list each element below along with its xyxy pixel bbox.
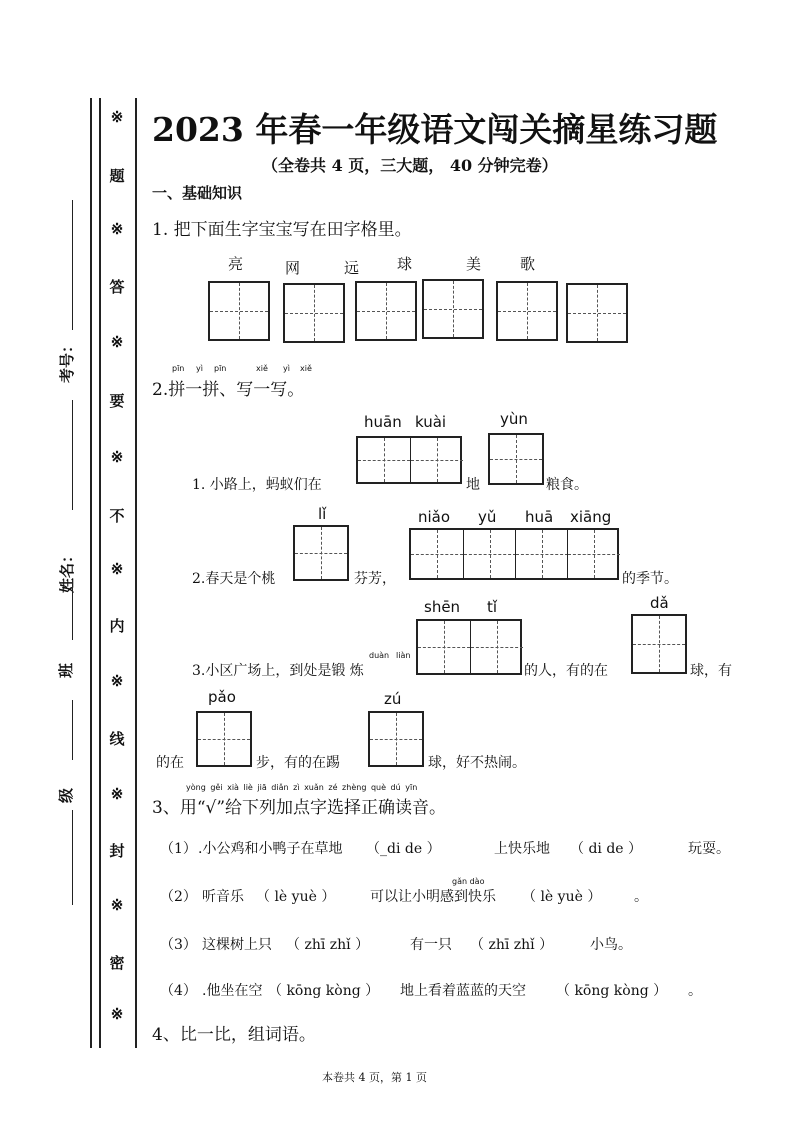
q1-grid-6[interactable] xyxy=(566,283,628,343)
q3-item-text: 地上看着蓝蓝的天空 xyxy=(400,983,526,999)
q2-s3-pinyin: dǎ xyxy=(650,594,669,612)
q3-item-text: 。 xyxy=(634,889,648,905)
q3-item-text: .小公鸡和小鸭子在草地 xyxy=(198,841,343,857)
name-label: 姓名： xyxy=(58,547,77,594)
q3-option-group[interactable]: （ zhī zhǐ ） xyxy=(470,937,554,953)
q1-char: 球 xyxy=(397,255,413,273)
q2-s1-pinyin: huān xyxy=(364,413,402,431)
seal-char: ※ xyxy=(110,333,124,351)
q3-item-num: （4） xyxy=(160,983,197,999)
q3-option-group[interactable]: （_di de ） xyxy=(366,841,441,857)
seal-char: ※ xyxy=(110,672,124,690)
q3-item-num: （3） xyxy=(160,937,197,953)
q3-option-group[interactable]: （ lè yuè ） xyxy=(522,889,602,905)
q3-item-num: （2） xyxy=(160,889,197,905)
q3-small-pinyin: gǎn dào xyxy=(452,877,485,886)
q2-s3-box-single[interactable] xyxy=(631,614,687,674)
q3-pinyin-line: yòng gěi xià liè jiā diǎn zì xuǎn zé zhèng què dú yīn xyxy=(186,783,418,792)
seal-char: 不 xyxy=(109,507,125,525)
seal-char: 题 xyxy=(109,167,125,185)
q1-grid-3[interactable] xyxy=(355,281,417,341)
margin-line-2 xyxy=(99,98,101,1048)
seal-char: ※ xyxy=(110,220,124,238)
q3-option-group[interactable]: （ zhī zhǐ ） xyxy=(286,937,370,953)
q3-item-num: （1） xyxy=(160,841,197,857)
q2-pinyin: yì xyxy=(283,364,290,373)
q2-s3-pinyin: tǐ xyxy=(487,598,498,616)
seal-char: 要 xyxy=(109,392,125,410)
q2-s4-box-1[interactable] xyxy=(196,711,252,767)
seal-char: ※ xyxy=(110,560,124,578)
q1-grid-4[interactable] xyxy=(422,279,484,339)
q2-s4-pinyin: pǎo xyxy=(208,688,236,706)
grade-label: 级 xyxy=(57,787,76,804)
q2-pinyin: xiě xyxy=(256,364,268,373)
q2-s2-text: 芬芳， xyxy=(354,571,396,587)
seal-char: ※ xyxy=(110,448,124,466)
grade-line[interactable] xyxy=(72,700,73,760)
q3-item-text: 这棵树上只 xyxy=(202,937,272,953)
q2-s2-pinyin: xiāng xyxy=(570,508,612,526)
q3-item-text: 。 xyxy=(688,983,702,999)
q2-s1-text: 地 xyxy=(466,477,480,493)
q2-s1-box-double[interactable] xyxy=(356,436,462,484)
q3-item-text: 玩耍。 xyxy=(688,841,730,857)
q2-s3-text: 球，有 xyxy=(690,663,732,679)
q2-s4-box-2[interactable] xyxy=(368,711,424,767)
q2-s2-box-single[interactable] xyxy=(293,525,349,581)
q2-s2-text: 的季节。 xyxy=(622,571,678,587)
q1-grid-2[interactable] xyxy=(283,283,345,343)
q2-s2-pinyin: yǔ xyxy=(478,508,497,526)
q1-grid-5[interactable] xyxy=(496,281,558,341)
q3-item-text: 小鸟。 xyxy=(590,937,632,953)
q2-s1-text: 粮食。 xyxy=(546,477,588,493)
class-line[interactable] xyxy=(72,580,73,640)
q3-option-group[interactable]: （ di de ） xyxy=(570,841,643,857)
q2-s1-pinyin: yùn xyxy=(500,410,528,428)
q2-pinyin: pīn xyxy=(214,364,227,373)
q2-s1-text: 1. 小路上，蚂蚁们在 xyxy=(192,477,322,493)
q4-title: 4、比一比，组词语。 xyxy=(152,1025,316,1045)
q3-title: 3、用“√”给下列加点字选择正确读音。 xyxy=(152,798,447,818)
q2-s1-pinyin: kuài xyxy=(415,413,447,431)
q2-s2-box-quad[interactable] xyxy=(409,528,619,580)
q1-char: 歌 xyxy=(520,255,536,273)
exam-number-line[interactable] xyxy=(72,200,73,330)
q2-s2-pinyin: niǎo xyxy=(418,508,451,526)
page-footer: 本卷共 4 页，第 1 页 xyxy=(322,1071,427,1084)
class-label: 班 xyxy=(57,662,76,679)
q2-s3-pinyin: shēn xyxy=(424,598,461,616)
q1-char: 美 xyxy=(466,255,482,273)
q1-grid-1[interactable] xyxy=(208,281,270,341)
q2-s4-pinyin: zú xyxy=(384,690,402,708)
q2-pinyin: xiě xyxy=(300,364,312,373)
q3-option-group[interactable]: （ kōng kòng ） xyxy=(268,983,380,999)
q1-char: 远 xyxy=(344,259,360,277)
q2-s3-box-double[interactable] xyxy=(416,619,522,675)
q3-item-text: 上快乐地 xyxy=(494,841,550,857)
q2-s3-small-pinyin: liàn xyxy=(396,651,411,660)
q2-s2-text: 2.春天是个桃 xyxy=(192,571,276,587)
section-heading: 一、基础知识 xyxy=(152,184,243,202)
q2-s3-small-pinyin: duàn xyxy=(369,651,390,660)
q2-s2-pinyin: huā xyxy=(525,508,554,526)
q2-s3-text: 的人，有的在 xyxy=(524,663,608,679)
seal-char: ※ xyxy=(110,896,124,914)
seal-char: 答 xyxy=(109,278,125,296)
margin-line-1 xyxy=(90,98,92,1048)
q2-s1-box-single[interactable] xyxy=(488,433,544,485)
grade-line-2[interactable] xyxy=(72,810,73,905)
q3-item-text: 听音乐 xyxy=(202,889,244,905)
page-subtitle: （全卷共 4 页，三大题， 40 分钟完卷） xyxy=(262,156,558,175)
exam-number-label: 考号： xyxy=(58,337,77,384)
name-line[interactable] xyxy=(72,400,73,510)
margin-line-3 xyxy=(135,98,137,1048)
q2-pinyin: yì xyxy=(196,364,203,373)
q2-s4-text: 步，有的在踢 xyxy=(256,755,340,771)
q3-item-text: .他坐在空 xyxy=(202,983,263,999)
page-title: 2023 年春一年级语文闯关摘星练习题 xyxy=(152,110,718,149)
q2-pinyin: pīn xyxy=(172,364,185,373)
q1-char: 网 xyxy=(285,259,301,277)
q3-item-text: 有一只 xyxy=(410,937,452,953)
q2-title: 2.拼一拼、写一写。 xyxy=(152,380,305,400)
q2-s4-text: 球，好不热闹。 xyxy=(428,755,526,771)
seal-char: 密 xyxy=(109,954,125,972)
q3-option-group[interactable]: （ lè yuè ） xyxy=(256,889,336,905)
q3-item-text: 可以让小明感到快乐 xyxy=(370,889,496,905)
q2-s2-pinyin: lǐ xyxy=(318,505,327,523)
q3-option-group[interactable]: （ kōng kòng ） xyxy=(556,983,668,999)
seal-char: ※ xyxy=(110,1005,124,1023)
seal-char: 内 xyxy=(109,617,125,635)
q2-s4-text: 的在 xyxy=(156,755,184,771)
q1-title: 1. 把下面生字宝宝写在田字格里。 xyxy=(152,220,412,240)
seal-char: ※ xyxy=(110,108,124,126)
seal-char: 封 xyxy=(109,842,125,860)
q1-char: 亮 xyxy=(228,255,244,273)
q2-s3-text: 3.小区广场上，到处是锻 炼 xyxy=(192,663,364,679)
seal-char: ※ xyxy=(110,785,124,803)
seal-char: 线 xyxy=(109,730,125,748)
